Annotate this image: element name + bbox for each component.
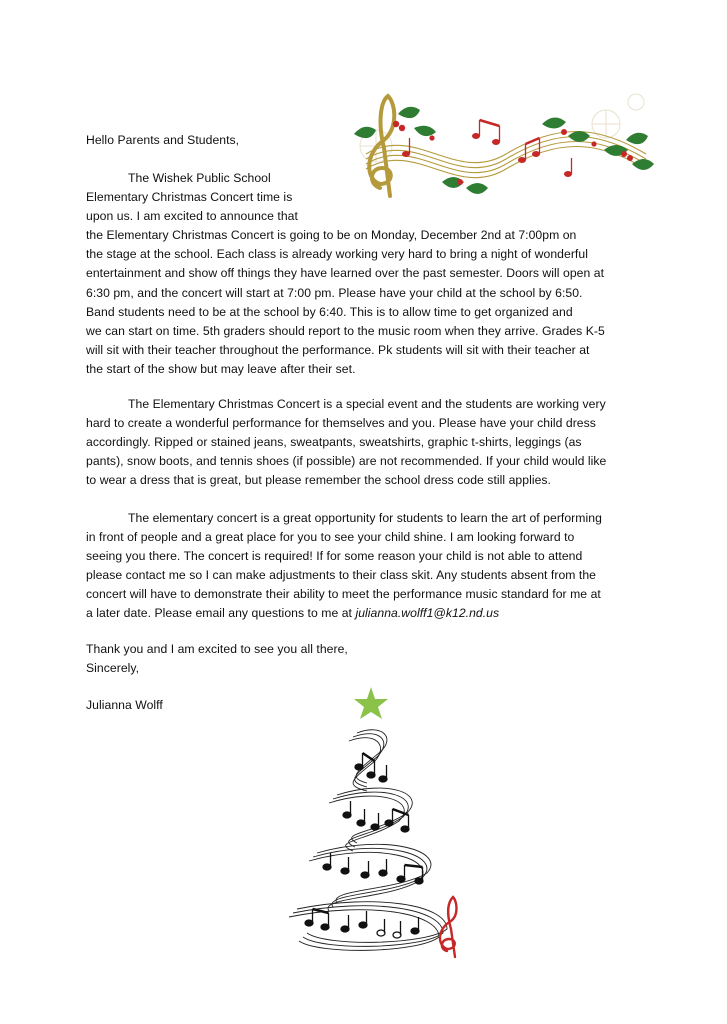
text-line: the start of the show but may leave after their set. bbox=[86, 361, 356, 376]
text-segment: a later date. Please email any questions to me at bbox=[86, 606, 356, 621]
letter-closing bbox=[86, 640, 646, 678]
text-line: Elementary Christmas Concert time is bbox=[86, 190, 293, 205]
text-line: concert will have to demonstrate their ability to meet the performance music standard for me at bbox=[86, 587, 601, 602]
text-line: accordingly. Ripped or stained jeans, sweatpants, sweatshirts, graphic t-shirts, leggings (as bbox=[86, 435, 582, 450]
text-line: 6:30 pm, and the concert will start at 7:00 pm. Please have your child at the school by 6:50. bbox=[86, 285, 583, 300]
letter-greeting: Hello Parents and Students, bbox=[86, 133, 240, 147]
text-line: pants), snow boots, and tennis shoes (if possible) are not recommended. If your child would like bbox=[86, 454, 607, 469]
star-icon bbox=[354, 687, 388, 719]
text-line: entertainment and show off things they have learned over the past semester. Doors will open at bbox=[86, 266, 605, 281]
closing-line: Sincerely, bbox=[86, 661, 140, 676]
text-line: to wear a dress that is great, but please remember the school dress code still applies. bbox=[86, 473, 551, 488]
text-line: upon us. I am excited to announce that bbox=[86, 209, 298, 224]
text-line: The Elementary Christmas Concert is a special event and the students are working very bbox=[128, 397, 606, 411]
text-line: please contact me so I can make adjustments to their class skit. Any students absent from the bbox=[86, 568, 597, 583]
treble-clef-icon bbox=[440, 897, 457, 957]
text-line: The Wishek Public School bbox=[128, 171, 271, 185]
paragraph-attendance bbox=[86, 509, 646, 624]
text-line: we can start on time. 5th graders should report to the music room when they arrive. Grades K-5 bbox=[86, 323, 605, 338]
text-line: will sit with their teacher throughout the performance. Pk students will sit with their teacher at bbox=[86, 342, 590, 357]
text-line: The elementary concert is a great opportunity for students to learn the art of performing bbox=[128, 511, 602, 525]
text-line: the Elementary Christmas Concert is going to be on Monday, December 2nd at 7:00pm on bbox=[86, 228, 577, 243]
paragraph-dress-code bbox=[86, 395, 646, 490]
email-link[interactable]: julianna.wolff1@k12.nd.us bbox=[355, 606, 500, 621]
closing-line: Thank you and I am excited to see you all there, bbox=[86, 642, 348, 656]
text-line: seeing you there. The concert is required! If for some reason your child is not able to attend bbox=[86, 549, 583, 564]
paragraph-concert-details bbox=[86, 169, 646, 379]
text-line: hard to create a wonderful performance for themselves and you. Please have your child dress bbox=[86, 416, 596, 431]
music-note-christmas-tree-icon bbox=[287, 683, 467, 963]
text-line: the stage at the school. Each class is already working very hard to bring a night of wonderful bbox=[86, 247, 588, 262]
text-line: in front of people and a great place for you to see your child shine. I am looking forward to bbox=[86, 530, 575, 545]
text-line-with-email bbox=[86, 604, 646, 623]
signature-name: Julianna Wolff bbox=[86, 698, 163, 712]
text-line: Band students need to be at the school by 6:40. This is to allow time to get organized and bbox=[86, 304, 573, 319]
